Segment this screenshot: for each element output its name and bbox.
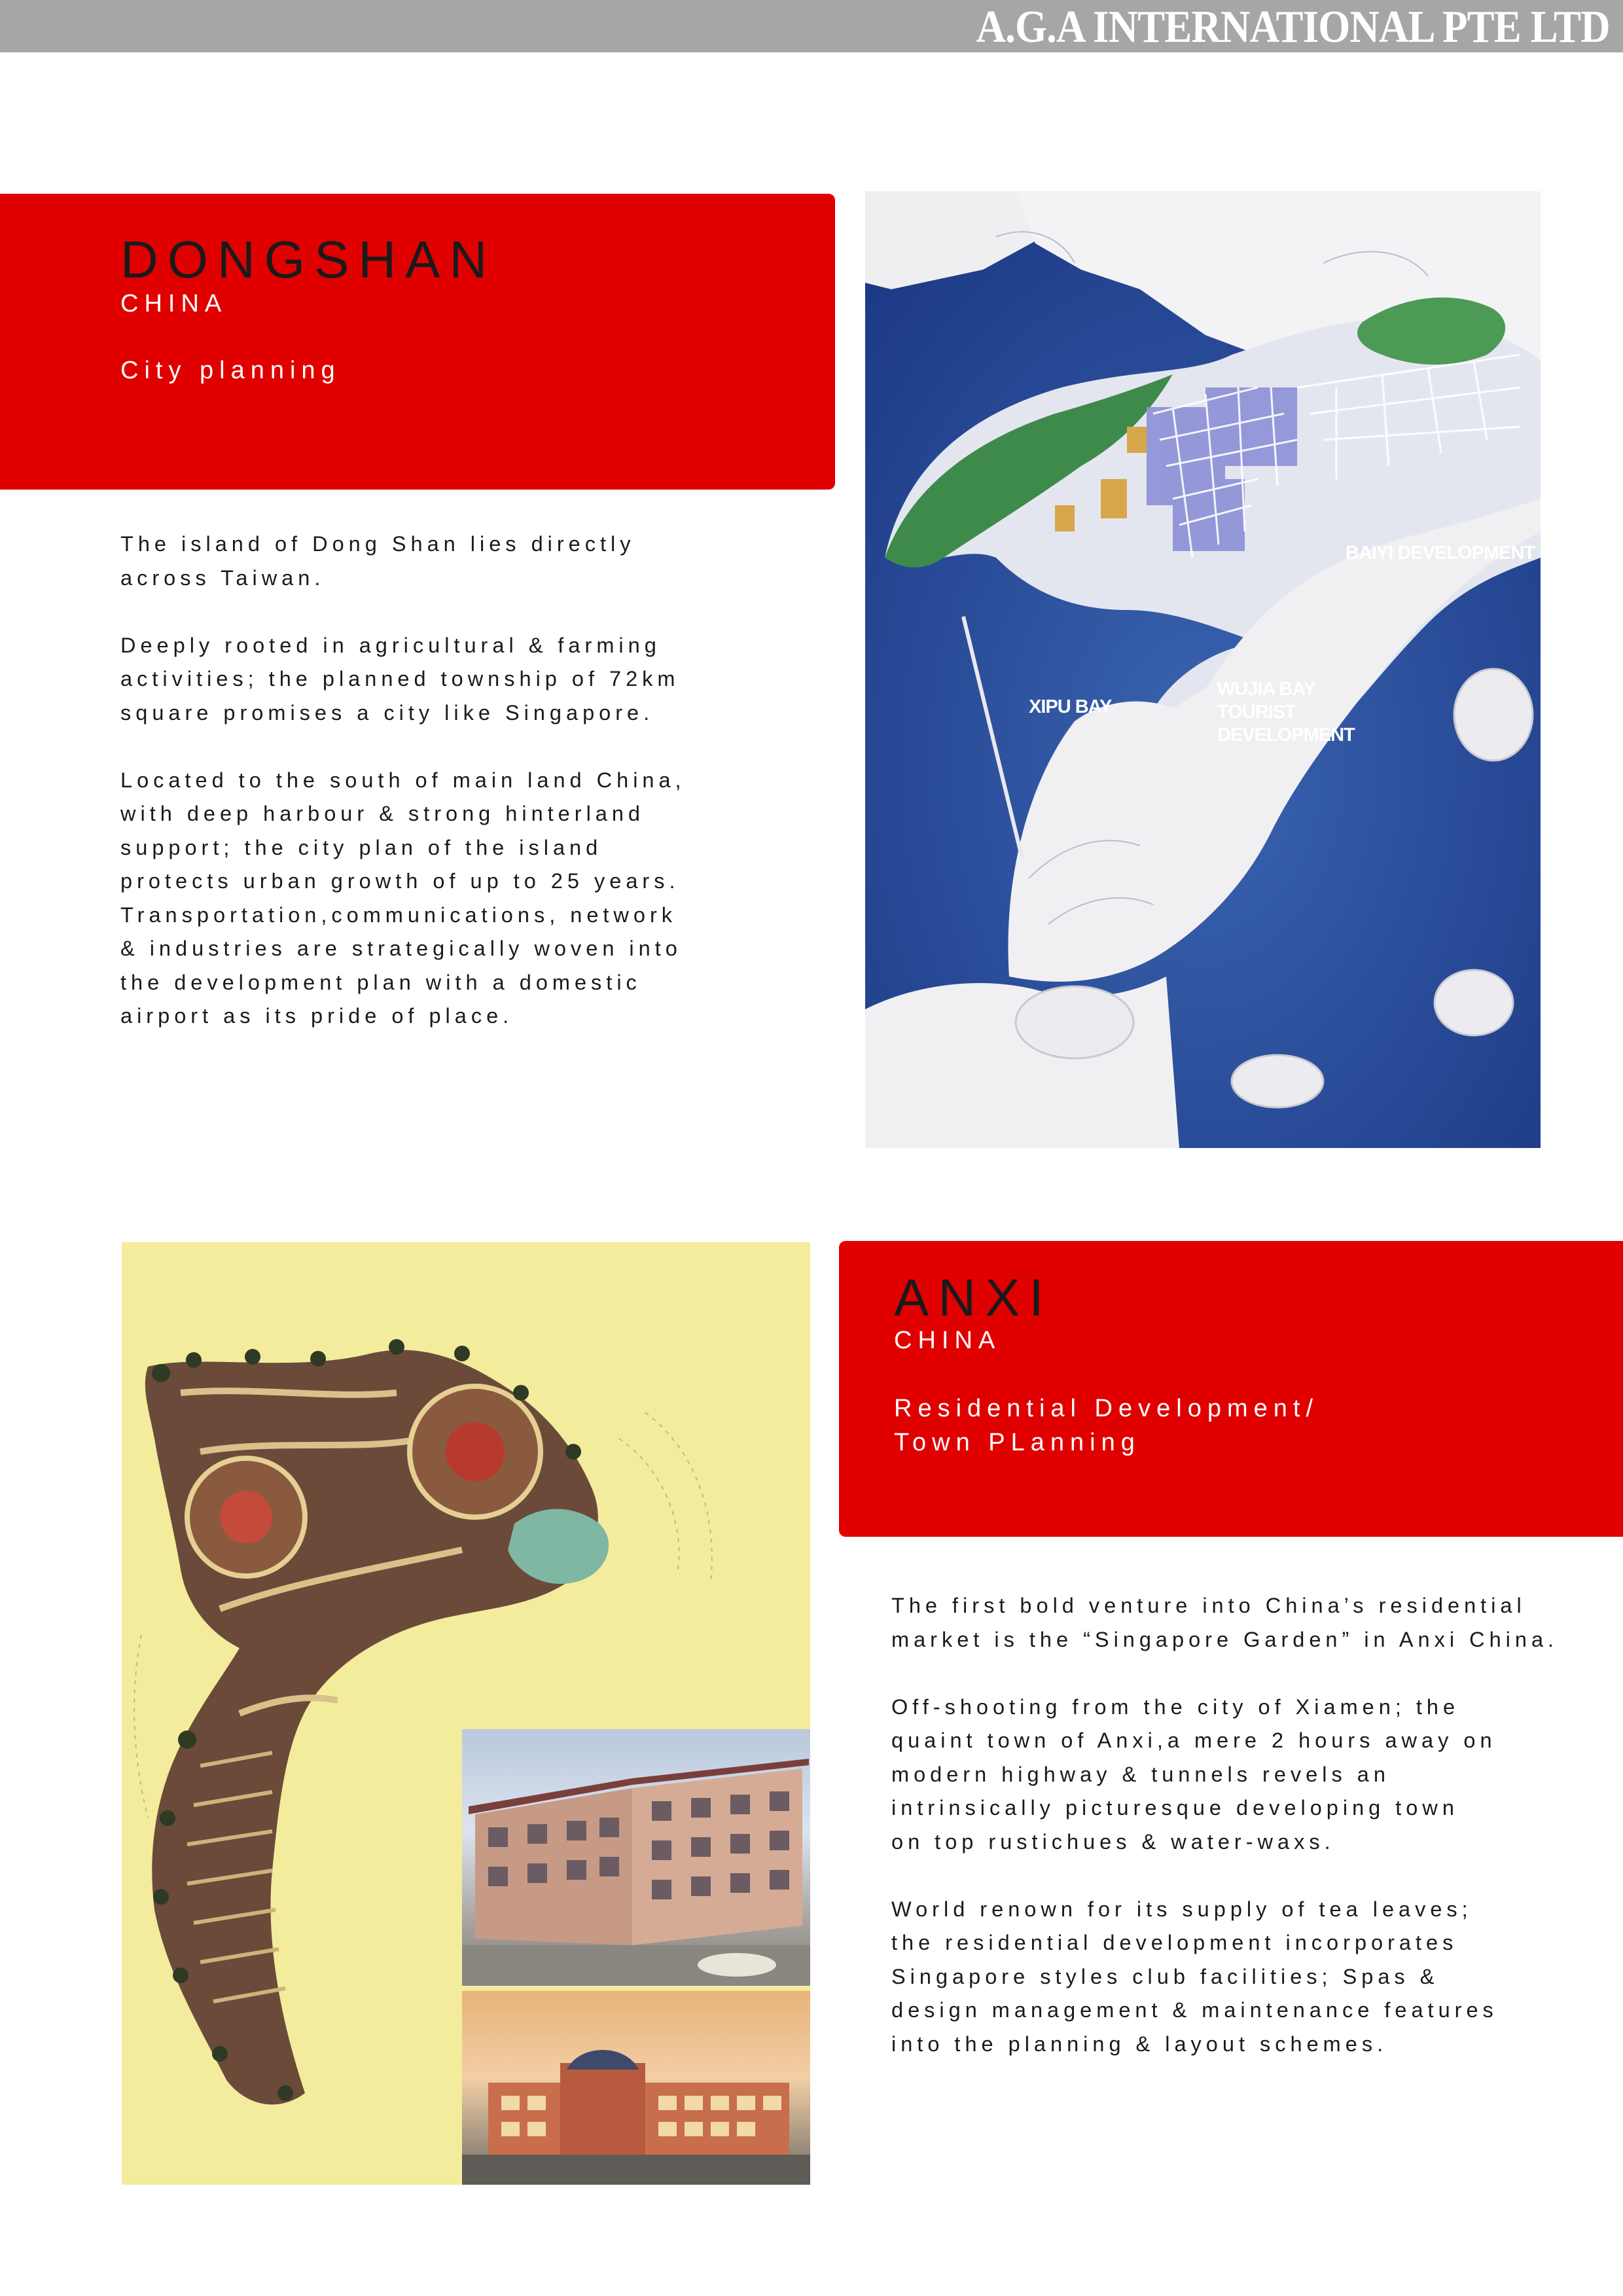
dongshan-paragraph-2 [120, 629, 686, 730]
dongshan-category [120, 353, 341, 387]
map-illustration [865, 191, 1541, 1148]
company-name: A.G.A INTERNATIONAL PTE LTD [976, 2, 1610, 52]
map-label-baiyi: BAIYI DEVELOPMENT [1346, 543, 1535, 564]
dongshan-paragraph-1 [120, 528, 686, 595]
anxi-description [891, 1589, 1558, 2061]
dongshan-masterplan-map [865, 191, 1541, 1148]
text-line: intrinsically picturesque developing town [891, 1796, 1459, 1820]
map-label-wujia-1: WUJIA BAY [1217, 679, 1315, 700]
map-label-wujia-2: TOURIST [1217, 702, 1296, 723]
text-line: Located to the south of main land China, [120, 768, 686, 792]
anxi-paragraph-1 [891, 1589, 1558, 1657]
text-line: World renown for its supply of tea leaves; [891, 1897, 1472, 1921]
dongshan-title: DONGSHAN [120, 230, 497, 289]
anxi-paragraph-2 [891, 1691, 1558, 1859]
clubhouse-drawing [462, 1991, 810, 2185]
anxi-country: CHINA [894, 1327, 1001, 1354]
dongshan-category-line: City planning [120, 357, 341, 384]
text-line: & industries are strategically woven into [120, 937, 682, 960]
dongshan-country: CHINA [120, 290, 228, 317]
anxi-clubhouse-rendering [462, 1991, 810, 2185]
dongshan-paragraph-3 [120, 764, 686, 1033]
apartment-drawing [462, 1729, 810, 1986]
text-line: the development plan with a domestic [120, 970, 641, 994]
text-line: The island of Dong Shan lies directly [120, 532, 635, 556]
text-line: protects urban growth of up to 25 years. [120, 869, 680, 893]
text-line: Transportation,communications, network [120, 903, 677, 927]
anxi-site-plan-image [122, 1242, 810, 2185]
text-line: The first bold venture into China’s residential [891, 1594, 1526, 1617]
header-bar [0, 0, 1623, 52]
text-line: into the planning & layout schemes. [891, 2032, 1388, 2056]
dongshan-description [120, 528, 686, 1033]
anxi-paragraph-3 [891, 1893, 1558, 2062]
text-line: with deep harbour & strong hinterland [120, 802, 645, 825]
text-line: Deeply rooted in agricultural & farming [120, 633, 661, 657]
text-line: on top rustichues & water-waxs. [891, 1829, 1335, 1854]
anxi-category [894, 1391, 1319, 1460]
text-line: design management & maintenance features [891, 1998, 1498, 2022]
map-label-wujia-3: DEVELOPMENT [1217, 725, 1355, 745]
text-line: modern highway & tunnels revels an [891, 1762, 1390, 1786]
text-line: quaint town of Anxi,a mere 2 hours away on [891, 1729, 1497, 1752]
text-line: the residential development incorporates [891, 1931, 1458, 1954]
text-line: airport as its pride of place. [120, 1004, 514, 1028]
text-line: across Taiwan. [120, 565, 325, 590]
text-line: Singapore styles club facilities; Spas & [891, 1964, 1439, 1988]
text-line: market is the “Singapore Garden” in Anxi China. [891, 1627, 1559, 1651]
text-line: activities; the planned township of 72km [120, 667, 680, 691]
anxi-category-line: Residential Development/ [894, 1395, 1319, 1422]
text-line: Off-shooting from the city of Xiamen; the [891, 1695, 1460, 1719]
anxi-apartment-rendering [462, 1729, 810, 1986]
anxi-category-line: Town PLanning [894, 1429, 1141, 1456]
text-line: square promises a city like Singapore. [120, 700, 654, 725]
text-line: support; the city plan of the island [120, 835, 603, 859]
anxi-title: ANXI [894, 1268, 1053, 1327]
map-label-xipu: XIPU BAY [1029, 696, 1112, 717]
